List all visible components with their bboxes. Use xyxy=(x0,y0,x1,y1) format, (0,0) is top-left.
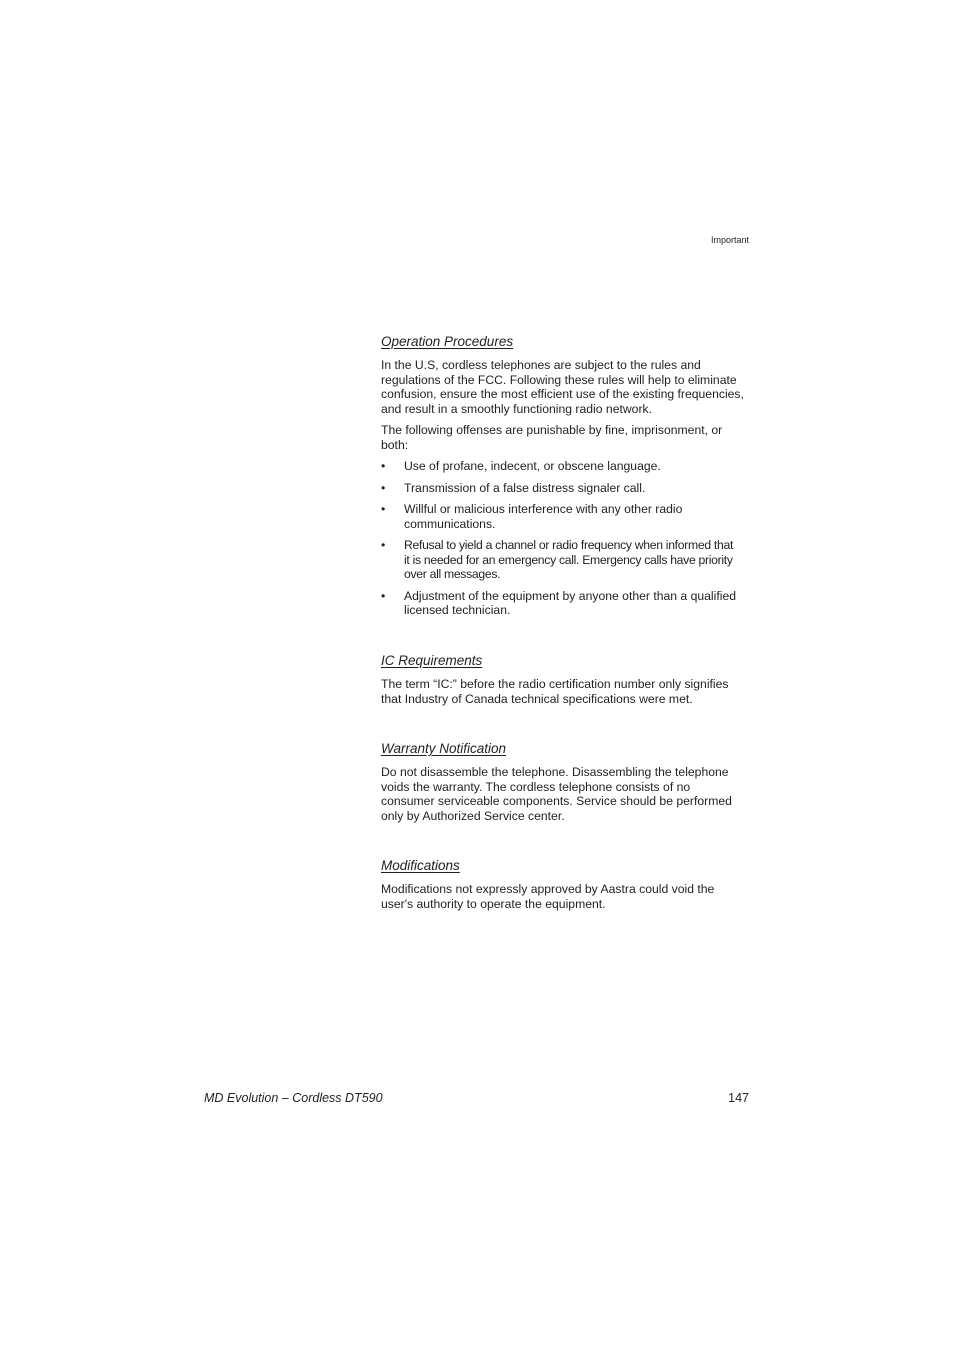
text-line: communications. xyxy=(404,516,496,531)
list-item xyxy=(381,538,753,582)
text-line: Use of profane, indecent, or obscene language. xyxy=(404,459,661,473)
list-item xyxy=(381,481,753,496)
text-line: both: xyxy=(381,437,409,452)
section-heading: Modifications xyxy=(381,858,460,873)
section-modifications xyxy=(381,858,753,911)
text-line: In the U.S, cordless telephones are subject to the rules and xyxy=(381,358,701,372)
text-line: and result in a smoothly functioning radio network. xyxy=(381,401,652,416)
bullet-icon: • xyxy=(381,480,386,495)
text-line: Refusal to yield a channel or radio frequency when informed that xyxy=(404,538,734,552)
footer-title: MD Evolution – Cordless DT590 xyxy=(204,1091,383,1105)
text-line: over all messages. xyxy=(404,567,501,581)
text-line: The following offenses are punishable by fine, imprisonment, or xyxy=(381,423,723,437)
text-line: Do not disassemble the telephone. Disassembling the telephone xyxy=(381,765,729,779)
text-line: only by Authorized Service center. xyxy=(381,808,565,823)
bullet-icon: • xyxy=(381,459,386,473)
text-line: user's authority to operate the equipment. xyxy=(381,896,606,911)
text-line: confusion, ensure the most efficient use of the existing frequencies, xyxy=(381,387,744,401)
text-line: voids the warranty. The cordless telephone consists of no xyxy=(381,779,691,794)
section-heading: Operation Procedures xyxy=(381,334,514,349)
text-line: that Industry of Canada technical specifications were met. xyxy=(381,691,693,706)
list-item xyxy=(381,589,753,618)
list-item xyxy=(381,459,753,474)
paragraph xyxy=(381,358,753,416)
text-line: it is needed for an emergency call. Emergency calls have priority xyxy=(404,552,733,567)
section-ic-requirements xyxy=(381,653,753,706)
text-line: The term “IC:” before the radio certification number only signifies xyxy=(381,677,729,691)
text-line: consumer serviceable components. Service should be performed xyxy=(381,794,732,808)
list-item xyxy=(381,502,753,531)
section-heading: IC Requirements xyxy=(381,653,483,668)
text-line: Modifications not expressly approved by Aastra could void the xyxy=(381,882,715,896)
bullet-icon: • xyxy=(381,538,385,552)
paragraph xyxy=(381,882,753,911)
text-line: licensed technician. xyxy=(404,603,511,617)
section-heading: Warranty Notification xyxy=(381,741,507,756)
section-warranty-notification xyxy=(381,741,753,823)
paragraph xyxy=(381,765,753,823)
text-line: Adjustment of the equipment by anyone other than a qualified xyxy=(404,588,736,603)
bullet-icon: • xyxy=(381,588,386,603)
text-line: Willful or malicious interference with any other radio xyxy=(404,502,683,516)
running-header: Important xyxy=(710,235,749,245)
page-number: 147 xyxy=(728,1091,749,1105)
text-line: Transmission of a false distress signaler call. xyxy=(404,480,646,495)
section-operation-procedures xyxy=(381,334,753,618)
text-line: regulations of the FCC. Following these rules will help to eliminate xyxy=(381,372,737,387)
bullet-icon: • xyxy=(381,502,386,516)
paragraph xyxy=(381,423,753,452)
paragraph xyxy=(381,677,753,706)
